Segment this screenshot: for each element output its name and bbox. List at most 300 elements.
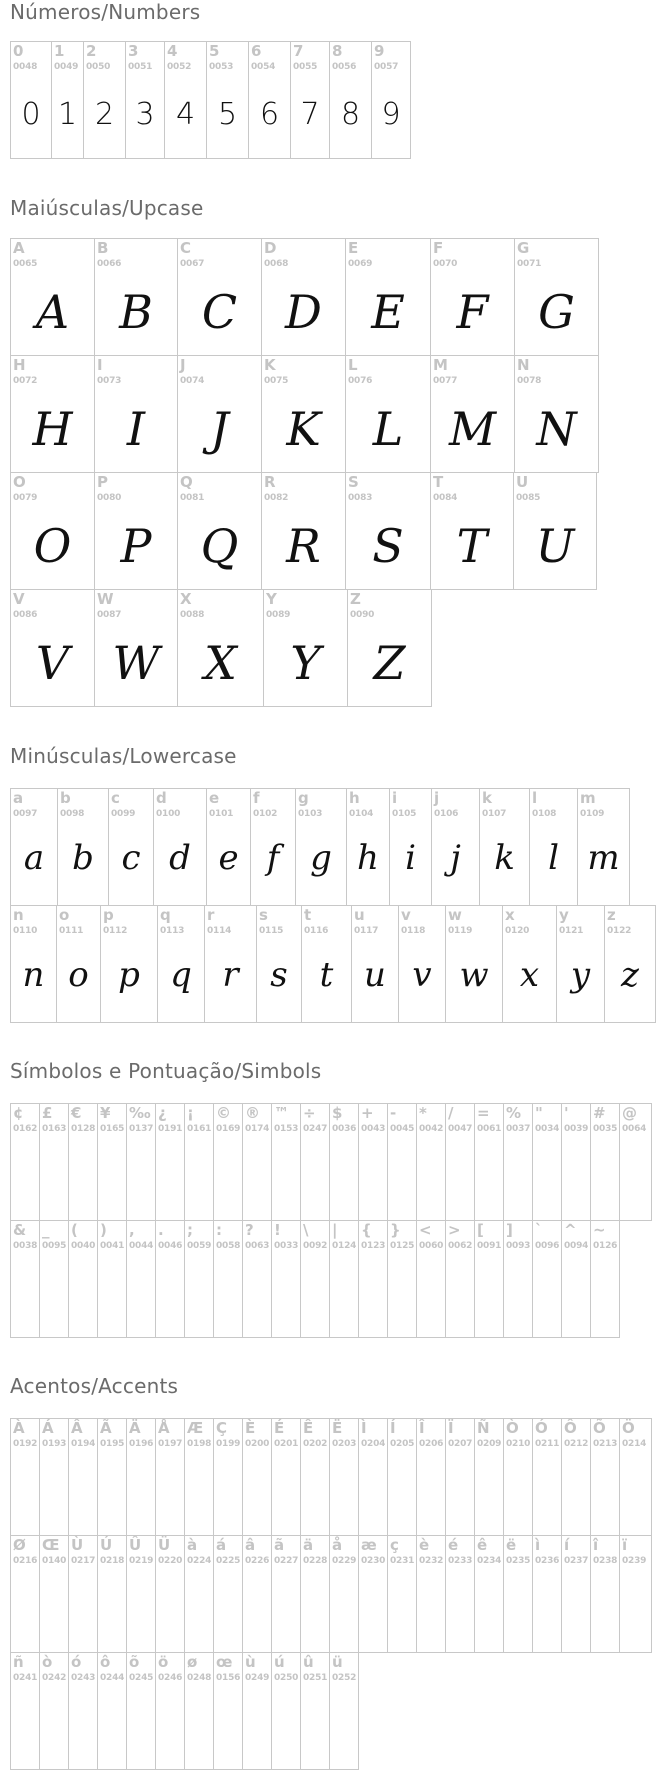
glyph-code-label: 0048 bbox=[13, 62, 38, 72]
symbols-glyph-cell bbox=[213, 1103, 243, 1221]
glyph-character-label: ú bbox=[274, 1653, 285, 1671]
glyph-code-label: 0239 bbox=[622, 1556, 647, 1566]
glyph-code-label: 0072 bbox=[13, 376, 38, 386]
glyph-character-label: £ bbox=[42, 1104, 53, 1122]
glyph-sample: m bbox=[587, 838, 620, 878]
glyph-code-label: 0249 bbox=[245, 1673, 270, 1683]
glyph-character-label: Ò bbox=[506, 1419, 519, 1437]
glyph-character-label: & bbox=[13, 1221, 27, 1239]
accents-glyph-cell bbox=[155, 1652, 185, 1770]
glyph-code-label: 0165 bbox=[100, 1124, 125, 1134]
glyph-code-label: 0250 bbox=[274, 1673, 299, 1683]
glyph-code-label: 0111 bbox=[59, 926, 84, 936]
glyph-code-label: 0064 bbox=[622, 1124, 647, 1134]
glyph-character-label: . bbox=[158, 1221, 164, 1239]
glyph-character-label: Û bbox=[129, 1536, 142, 1554]
numbers-glyph-cell bbox=[51, 41, 84, 159]
glyph-code-label: 0083 bbox=[348, 493, 373, 503]
glyph-code-label: 0103 bbox=[298, 809, 323, 819]
symbols-glyph-cell bbox=[271, 1103, 301, 1221]
glyph-character-label: / bbox=[448, 1104, 454, 1122]
glyph-code-label: 0211 bbox=[535, 1439, 560, 1449]
glyph-code-label: 0099 bbox=[111, 809, 136, 819]
glyph-code-label: 0244 bbox=[100, 1673, 125, 1683]
glyph-code-label: 0199 bbox=[216, 1439, 241, 1449]
accents-glyph-cell bbox=[329, 1535, 359, 1653]
glyph-code-label: 0045 bbox=[390, 1124, 415, 1134]
glyph-character-label: À bbox=[13, 1419, 25, 1437]
upcase-glyph-cell bbox=[430, 472, 514, 590]
glyph-code-label: 0093 bbox=[506, 1241, 531, 1251]
lowercase-glyph-cell bbox=[153, 788, 207, 906]
glyph-character-label: ï bbox=[622, 1536, 628, 1554]
glyph-character-label: Ô bbox=[564, 1419, 577, 1437]
glyph-character-label: Å bbox=[158, 1419, 170, 1437]
symbols-glyph-cell bbox=[445, 1103, 475, 1221]
accents-glyph-cell bbox=[300, 1652, 330, 1770]
lowercase-glyph-cell bbox=[398, 905, 446, 1023]
upcase-glyph-cell bbox=[177, 238, 262, 356]
glyph-character-label: N bbox=[517, 356, 530, 374]
glyph-code-label: 0220 bbox=[158, 1556, 183, 1566]
upcase-glyph-cell bbox=[177, 472, 262, 590]
glyph-character-label: Q bbox=[180, 473, 193, 491]
glyph-code-label: 0196 bbox=[129, 1439, 154, 1449]
glyph-character-label: ö bbox=[158, 1653, 169, 1671]
glyph-character-label: 4 bbox=[167, 42, 178, 60]
symbols-glyph-cell bbox=[39, 1103, 69, 1221]
accents-glyph-cell bbox=[97, 1535, 127, 1653]
glyph-character-label: S bbox=[348, 473, 359, 491]
glyph-sample: W bbox=[112, 636, 160, 690]
section-title-numbers: Números/Numbers bbox=[10, 0, 201, 24]
glyph-character-label: ê bbox=[477, 1536, 488, 1554]
glyph-sample: t bbox=[319, 955, 334, 995]
glyph-character-label: Ï bbox=[448, 1419, 454, 1437]
section-title-symbols: Símbolos e Pontuação/Simbols bbox=[10, 1059, 322, 1083]
glyph-code-label: 0086 bbox=[13, 610, 38, 620]
glyph-code-label: 0120 bbox=[505, 926, 530, 936]
glyph-character-label: ` bbox=[535, 1221, 543, 1239]
glyph-character-label: E bbox=[348, 239, 359, 257]
glyph-sample: E bbox=[371, 285, 405, 339]
symbols-glyph-cell bbox=[213, 1220, 243, 1338]
glyph-sample: d bbox=[169, 838, 191, 878]
upcase-glyph-cell bbox=[10, 589, 95, 707]
glyph-character-label: ì bbox=[535, 1536, 541, 1554]
glyph-character-label: , bbox=[129, 1221, 135, 1239]
glyph-code-label: 0089 bbox=[266, 610, 291, 620]
accents-glyph-cell bbox=[590, 1535, 620, 1653]
glyph-code-label: 0116 bbox=[304, 926, 329, 936]
glyph-character-label: { bbox=[361, 1221, 372, 1239]
glyph-code-label: 0248 bbox=[187, 1673, 212, 1683]
glyph-sample: l bbox=[548, 838, 559, 878]
glyph-character-label: R bbox=[264, 473, 276, 491]
upcase-glyph-cell bbox=[261, 355, 346, 473]
glyph-sample: 2 bbox=[94, 97, 115, 132]
glyph-character-label: b bbox=[60, 789, 71, 807]
glyph-character-label: g bbox=[298, 789, 309, 807]
glyph-character-label: á bbox=[216, 1536, 227, 1554]
glyph-character-label: m bbox=[580, 789, 596, 807]
accents-glyph-cell bbox=[532, 1535, 562, 1653]
glyph-code-label: 0069 bbox=[348, 259, 373, 269]
upcase-glyph-cell bbox=[10, 238, 95, 356]
symbols-glyph-cell bbox=[503, 1220, 533, 1338]
lowercase-glyph-cell bbox=[445, 905, 503, 1023]
symbols-glyph-cell bbox=[619, 1103, 652, 1221]
glyph-code-label: 0243 bbox=[71, 1673, 96, 1683]
glyph-code-label: 0055 bbox=[293, 62, 318, 72]
glyph-character-label: I bbox=[97, 356, 103, 374]
glyph-code-label: 0085 bbox=[516, 493, 541, 503]
glyph-character-label: y bbox=[559, 906, 569, 924]
glyph-code-label: 0043 bbox=[361, 1124, 386, 1134]
glyph-character-label: | bbox=[332, 1221, 338, 1239]
symbols-glyph-cell bbox=[416, 1103, 446, 1221]
upcase-glyph-cell bbox=[94, 238, 178, 356]
glyph-character-label: q bbox=[160, 906, 171, 924]
glyph-code-label: 0229 bbox=[332, 1556, 357, 1566]
glyph-character-label: e bbox=[209, 789, 220, 807]
glyph-sample: 9 bbox=[381, 97, 401, 132]
glyph-character-label: ô bbox=[100, 1653, 111, 1671]
glyph-character-label: M bbox=[433, 356, 448, 374]
accents-glyph-cell bbox=[184, 1652, 214, 1770]
glyph-character-label: r bbox=[207, 906, 215, 924]
upcase-glyph-cell bbox=[347, 589, 432, 707]
glyph-character-label: j bbox=[434, 789, 440, 807]
accents-glyph-cell bbox=[10, 1535, 40, 1653]
glyph-character-label: œ bbox=[216, 1653, 233, 1671]
glyph-character-label: _ bbox=[42, 1221, 50, 1239]
glyph-character-label: v bbox=[401, 906, 411, 924]
glyph-character-label: p bbox=[103, 906, 114, 924]
glyph-character-label: Ú bbox=[100, 1536, 113, 1554]
glyph-sample: e bbox=[218, 838, 239, 878]
accents-glyph-cell bbox=[474, 1418, 504, 1536]
accents-glyph-cell bbox=[561, 1418, 591, 1536]
glyph-code-label: 0216 bbox=[13, 1556, 38, 1566]
glyph-sample: L bbox=[372, 402, 404, 456]
glyph-character-label: È bbox=[245, 1419, 256, 1437]
lowercase-glyph-cell bbox=[204, 905, 257, 1023]
glyph-code-label: 0121 bbox=[559, 926, 584, 936]
accents-glyph-cell bbox=[10, 1418, 40, 1536]
lowercase-glyph-cell bbox=[256, 905, 302, 1023]
upcase-glyph-cell bbox=[345, 472, 431, 590]
upcase-glyph-cell bbox=[177, 589, 264, 707]
glyph-code-label: 0073 bbox=[97, 376, 122, 386]
accents-glyph-cell bbox=[561, 1535, 591, 1653]
lowercase-glyph-cell bbox=[346, 788, 390, 906]
glyph-code-label: 0234 bbox=[477, 1556, 502, 1566]
glyph-sample: U bbox=[535, 519, 575, 573]
symbols-glyph-cell bbox=[561, 1103, 591, 1221]
glyph-character-label: n bbox=[13, 906, 24, 924]
accents-glyph-cell bbox=[387, 1535, 417, 1653]
glyph-code-label: 0075 bbox=[264, 376, 289, 386]
glyph-code-label: 0193 bbox=[42, 1439, 67, 1449]
glyph-sample: c bbox=[121, 838, 141, 878]
glyph-character-label: ; bbox=[187, 1221, 193, 1239]
glyph-code-label: 0163 bbox=[42, 1124, 67, 1134]
glyph-code-label: 0054 bbox=[251, 62, 276, 72]
glyph-code-label: 0214 bbox=[622, 1439, 647, 1449]
glyph-character-label: Ë bbox=[332, 1419, 343, 1437]
glyph-code-label: 0232 bbox=[419, 1556, 444, 1566]
glyph-code-label: 0128 bbox=[71, 1124, 96, 1134]
glyph-code-label: 0080 bbox=[97, 493, 122, 503]
glyph-code-label: 0122 bbox=[607, 926, 632, 936]
accents-glyph-cell bbox=[503, 1535, 533, 1653]
glyph-character-label: J bbox=[180, 356, 186, 374]
glyph-code-label: 0194 bbox=[71, 1439, 96, 1449]
glyph-character-label: 5 bbox=[209, 42, 220, 60]
glyph-character-label: 1 bbox=[54, 42, 65, 60]
numbers-glyph-cell bbox=[164, 41, 207, 159]
glyph-code-label: 0074 bbox=[180, 376, 205, 386]
glyph-code-label: 0197 bbox=[158, 1439, 183, 1449]
accents-glyph-cell bbox=[126, 1535, 156, 1653]
glyph-character-label: - bbox=[390, 1104, 397, 1122]
symbols-glyph-cell bbox=[474, 1220, 504, 1338]
glyph-code-label: 0226 bbox=[245, 1556, 270, 1566]
glyph-code-label: 0126 bbox=[593, 1241, 618, 1251]
glyph-code-label: 0195 bbox=[100, 1439, 125, 1449]
glyph-code-label: 0053 bbox=[209, 62, 234, 72]
numbers-glyph-cell bbox=[206, 41, 249, 159]
glyph-code-label: 0124 bbox=[332, 1241, 357, 1251]
glyph-code-label: 0174 bbox=[245, 1124, 270, 1134]
glyph-character-label: u bbox=[354, 906, 365, 924]
glyph-code-label: 0201 bbox=[274, 1439, 299, 1449]
symbols-glyph-cell bbox=[155, 1103, 185, 1221]
glyph-sample: S bbox=[372, 519, 404, 573]
accents-glyph-cell bbox=[590, 1418, 620, 1536]
symbols-glyph-cell bbox=[155, 1220, 185, 1338]
accents-glyph-cell bbox=[242, 1418, 272, 1536]
glyph-sample: y bbox=[570, 955, 591, 995]
numbers-glyph-cell bbox=[290, 41, 330, 159]
glyph-character-label: ÷ bbox=[303, 1104, 316, 1122]
glyph-code-label: 0218 bbox=[100, 1556, 125, 1566]
section-title-upcase: Maiúsculas/Upcase bbox=[10, 196, 204, 220]
glyph-sample: n bbox=[22, 955, 45, 995]
glyph-code-label: 0106 bbox=[434, 809, 459, 819]
glyph-sample: f bbox=[266, 838, 280, 878]
glyph-code-label: 0081 bbox=[180, 493, 205, 503]
glyph-code-label: 0210 bbox=[506, 1439, 531, 1449]
numbers-glyph-cell bbox=[371, 41, 411, 159]
glyph-character-label: h bbox=[349, 789, 360, 807]
glyph-character-label: ó bbox=[71, 1653, 82, 1671]
symbols-glyph-cell bbox=[126, 1220, 156, 1338]
glyph-character-label: d bbox=[156, 789, 167, 807]
lowercase-glyph-cell bbox=[301, 905, 352, 1023]
upcase-glyph-cell bbox=[94, 472, 178, 590]
accents-glyph-cell bbox=[39, 1418, 69, 1536]
symbols-glyph-cell bbox=[39, 1220, 69, 1338]
glyph-character-label: û bbox=[303, 1653, 314, 1671]
lowercase-glyph-cell bbox=[556, 905, 605, 1023]
accents-glyph-cell bbox=[358, 1535, 388, 1653]
glyph-character-label: õ bbox=[129, 1653, 140, 1671]
glyph-character-label: ç bbox=[390, 1536, 399, 1554]
lowercase-glyph-cell bbox=[295, 788, 347, 906]
accents-glyph-cell bbox=[271, 1535, 301, 1653]
glyph-character-label: $ bbox=[332, 1104, 343, 1122]
lowercase-glyph-cell bbox=[108, 788, 154, 906]
upcase-glyph-cell bbox=[514, 238, 599, 356]
upcase-glyph-cell bbox=[514, 355, 599, 473]
glyph-character-label: @ bbox=[622, 1104, 637, 1122]
glyph-code-label: 0235 bbox=[506, 1556, 531, 1566]
glyph-code-label: 0038 bbox=[13, 1241, 38, 1251]
section-title-lowercase: Minúsculas/Lowercase bbox=[10, 744, 237, 768]
glyph-code-label: 0213 bbox=[593, 1439, 618, 1449]
symbols-glyph-cell bbox=[474, 1103, 504, 1221]
numbers-glyph-cell bbox=[83, 41, 126, 159]
symbols-glyph-cell bbox=[561, 1220, 591, 1338]
glyph-character-label: Í bbox=[390, 1419, 396, 1437]
glyph-code-label: 0040 bbox=[71, 1241, 96, 1251]
glyph-code-label: 0071 bbox=[517, 259, 542, 269]
accents-glyph-cell bbox=[619, 1535, 652, 1653]
glyph-code-label: 0191 bbox=[158, 1124, 183, 1134]
glyph-character-label: ¢ bbox=[13, 1104, 24, 1122]
glyph-character-label: ' bbox=[564, 1104, 569, 1122]
symbols-glyph-cell bbox=[358, 1103, 388, 1221]
symbols-glyph-cell bbox=[184, 1103, 214, 1221]
glyph-code-label: 0233 bbox=[448, 1556, 473, 1566]
glyph-character-label: ò bbox=[42, 1653, 53, 1671]
glyph-code-label: 0198 bbox=[187, 1439, 212, 1449]
glyph-code-label: 0123 bbox=[361, 1241, 386, 1251]
glyph-code-label: 0057 bbox=[374, 62, 399, 72]
glyph-code-label: 0231 bbox=[390, 1556, 415, 1566]
glyph-code-label: 0238 bbox=[593, 1556, 618, 1566]
glyph-sample: 1 bbox=[57, 97, 78, 132]
glyph-code-label: 0065 bbox=[13, 259, 38, 269]
glyph-code-label: 0047 bbox=[448, 1124, 473, 1134]
glyph-code-label: 0098 bbox=[60, 809, 85, 819]
glyph-character-label: ü bbox=[332, 1653, 343, 1671]
symbols-glyph-cell bbox=[532, 1103, 562, 1221]
glyph-sample: K bbox=[286, 402, 321, 456]
accents-glyph-cell bbox=[445, 1418, 475, 1536]
glyph-character-label: ! bbox=[274, 1221, 281, 1239]
glyph-code-label: 0046 bbox=[158, 1241, 183, 1251]
glyph-character-label: w bbox=[448, 906, 462, 924]
glyph-code-label: 0237 bbox=[564, 1556, 589, 1566]
glyph-character-label: G bbox=[517, 239, 530, 257]
upcase-glyph-cell bbox=[345, 238, 431, 356]
glyph-code-label: 0095 bbox=[42, 1241, 67, 1251]
glyph-sample: H bbox=[32, 402, 73, 456]
glyph-code-label: 0105 bbox=[392, 809, 417, 819]
glyph-code-label: 0058 bbox=[216, 1241, 241, 1251]
glyph-code-label: 0204 bbox=[361, 1439, 386, 1449]
glyph-character-label: * bbox=[419, 1104, 427, 1122]
glyph-code-label: 0077 bbox=[433, 376, 458, 386]
glyph-code-label: 0217 bbox=[71, 1556, 96, 1566]
glyph-code-label: 0078 bbox=[517, 376, 542, 386]
glyph-code-label: 0052 bbox=[167, 62, 192, 72]
glyph-code-label: 0110 bbox=[13, 926, 38, 936]
symbols-glyph-cell bbox=[242, 1103, 272, 1221]
lowercase-glyph-cell bbox=[577, 788, 630, 906]
lowercase-glyph-cell bbox=[100, 905, 158, 1023]
glyph-code-label: 0068 bbox=[264, 259, 289, 269]
glyph-character-label: 7 bbox=[293, 42, 304, 60]
glyph-sample: 6 bbox=[259, 97, 280, 132]
lowercase-glyph-cell bbox=[431, 788, 480, 906]
glyph-code-label: 0041 bbox=[100, 1241, 125, 1251]
glyph-code-label: 0097 bbox=[13, 809, 38, 819]
glyph-character-label: ä bbox=[303, 1536, 314, 1554]
accents-glyph-cell bbox=[329, 1418, 359, 1536]
glyph-character-label: t bbox=[304, 906, 312, 924]
glyph-character-label: É bbox=[274, 1419, 285, 1437]
glyph-character-label: Ç bbox=[216, 1419, 228, 1437]
glyph-sample: 0 bbox=[21, 97, 41, 132]
glyph-code-label: 0203 bbox=[332, 1439, 357, 1449]
glyph-code-label: 0161 bbox=[187, 1124, 212, 1134]
glyph-code-label: 0076 bbox=[348, 376, 373, 386]
glyph-sample: v bbox=[412, 955, 432, 995]
glyph-code-label: 0112 bbox=[103, 926, 128, 936]
glyph-code-label: 0033 bbox=[274, 1241, 299, 1251]
glyph-sample: C bbox=[201, 285, 238, 339]
glyph-character-label: K bbox=[264, 356, 276, 374]
glyph-code-label: 0156 bbox=[216, 1673, 241, 1683]
glyph-code-label: 0034 bbox=[535, 1124, 560, 1134]
numbers-glyph-cell bbox=[248, 41, 291, 159]
glyph-character-label: P bbox=[97, 473, 108, 491]
glyph-sample: T bbox=[456, 519, 488, 573]
symbols-glyph-cell bbox=[68, 1103, 98, 1221]
glyph-character-label: W bbox=[97, 590, 114, 608]
glyph-character-label: Y bbox=[266, 590, 277, 608]
glyph-code-label: 0252 bbox=[332, 1673, 357, 1683]
lowercase-glyph-cell bbox=[206, 788, 251, 906]
glyph-code-label: 0205 bbox=[390, 1439, 415, 1449]
symbols-glyph-cell bbox=[358, 1220, 388, 1338]
lowercase-glyph-cell bbox=[502, 905, 557, 1023]
glyph-sample: V bbox=[35, 636, 70, 690]
symbols-glyph-cell bbox=[329, 1103, 359, 1221]
glyph-character-label: ã bbox=[274, 1536, 285, 1554]
glyph-character-label: C bbox=[180, 239, 192, 257]
glyph-sample: O bbox=[33, 519, 72, 573]
glyph-code-label: 0242 bbox=[42, 1673, 67, 1683]
glyph-sample: P bbox=[120, 519, 152, 573]
glyph-character-label: A bbox=[13, 239, 25, 257]
accents-glyph-cell bbox=[503, 1418, 533, 1536]
accents-glyph-cell bbox=[184, 1535, 214, 1653]
glyph-code-label: 0084 bbox=[433, 493, 458, 503]
accents-glyph-cell bbox=[387, 1418, 417, 1536]
glyph-character-label: T bbox=[433, 473, 444, 491]
glyph-character-label: D bbox=[264, 239, 277, 257]
glyph-character-label: ® bbox=[245, 1104, 260, 1122]
glyph-character-label: ~ bbox=[593, 1221, 606, 1239]
glyph-code-label: 0102 bbox=[253, 809, 278, 819]
glyph-character-label: Ö bbox=[622, 1419, 635, 1437]
glyph-code-label: 0088 bbox=[180, 610, 205, 620]
